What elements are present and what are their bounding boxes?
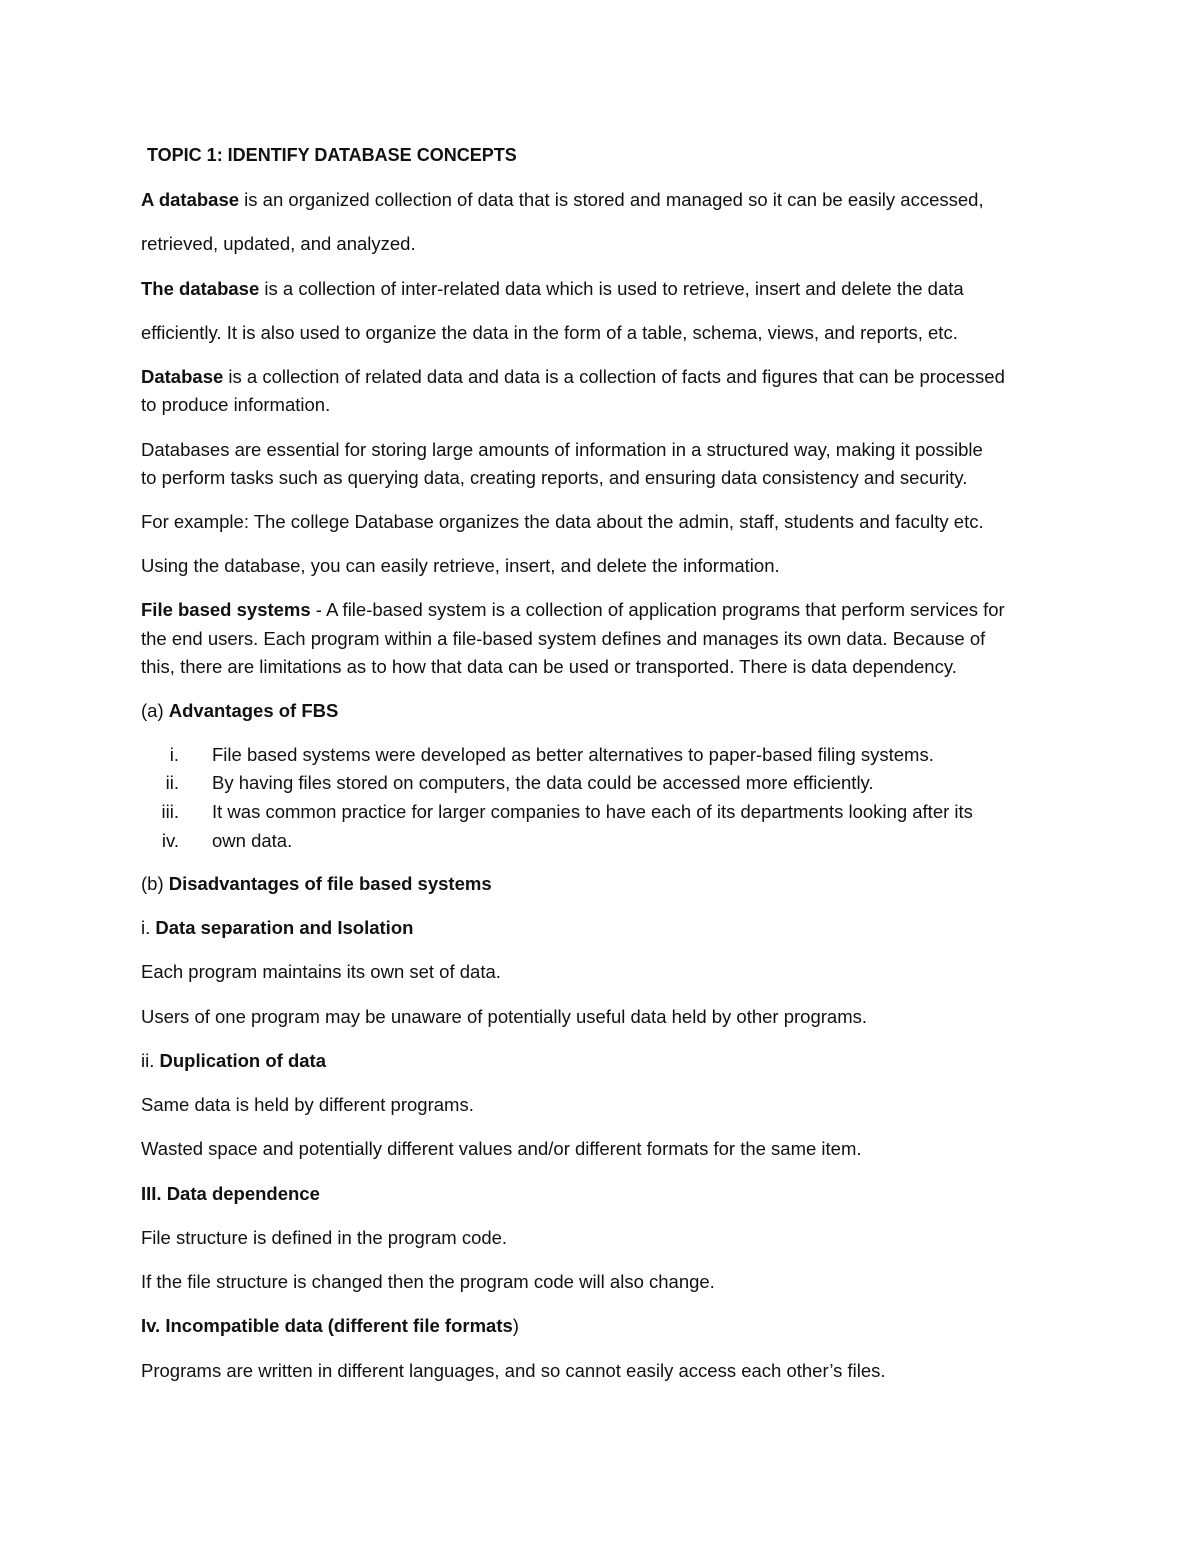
- paragraph-continuation: to perform tasks such as querying data, creating reports, and ensuring data consistency and security.: [141, 467, 968, 488]
- paragraph-continuation: this, there are limitations as to how that data can be used or transported. There is data dependency.: [141, 656, 957, 677]
- heading-text: Duplication of data: [159, 1050, 326, 1071]
- document-title: TOPIC 1: IDENTIFY DATABASE CONCEPTS: [147, 145, 517, 165]
- text: - A file-based system is a collection of application programs that perform services for: [310, 599, 1005, 620]
- heading-text: Iv. Incompatible data (different file formats: [141, 1315, 513, 1336]
- heading-prefix: i.: [141, 917, 156, 938]
- list-item-number: i.: [169, 744, 179, 765]
- subheading-incompatible-data: [141, 1315, 519, 1337]
- bold-term: A database: [141, 189, 240, 210]
- list-item-text: It was common practice for larger companies to have each of its departments looking after its: [212, 801, 973, 822]
- subheading-data-separation: [141, 917, 413, 939]
- paragraph: Users of one program may be unaware of potentially useful data held by other programs.: [141, 1006, 868, 1027]
- heading-suffix: ): [512, 1315, 519, 1336]
- paragraph-file-based-systems: [141, 599, 1005, 621]
- text: is a collection of inter-related data which is used to retrieve, insert and delete the data: [259, 278, 964, 299]
- paragraph-database-definition: [141, 189, 984, 211]
- paragraph-continuation: the end users. Each program within a file-based system defines and manages its own data. Because of: [141, 628, 986, 649]
- heading-text: Disadvantages of file based systems: [168, 873, 492, 894]
- heading-text: Advantages of FBS: [168, 700, 339, 721]
- heading-prefix: ii.: [141, 1050, 160, 1071]
- heading-advantages: [141, 700, 338, 722]
- paragraph: Programs are written in different languages, and so cannot easily access each other’s files.: [141, 1360, 886, 1381]
- paragraph: Wasted space and potentially different values and/or different formats for the same item.: [141, 1138, 862, 1159]
- paragraph-continuation: efficiently. It is also used to organize the data in the form of a table, schema, views, and reports, etc.: [141, 322, 958, 343]
- list-item-text: own data.: [212, 830, 293, 851]
- paragraph-using-database: Using the database, you can easily retrieve, insert, and delete the information.: [141, 555, 780, 576]
- paragraph-continuation: to produce information.: [141, 394, 331, 415]
- paragraph: Each program maintains its own set of data.: [141, 961, 501, 982]
- subheading-duplication: [141, 1050, 326, 1072]
- paragraph: If the file structure is changed then the program code will also change.: [141, 1271, 715, 1292]
- subheading-data-dependence: III. Data dependence: [141, 1183, 320, 1204]
- bold-term: The database: [141, 278, 260, 299]
- paragraph: Same data is held by different programs.: [141, 1094, 474, 1115]
- paragraph-databases-essential: Databases are essential for storing large amounts of information in a structured way, making it possible: [141, 439, 983, 460]
- heading-prefix: (b): [141, 873, 169, 894]
- paragraph-the-database: [141, 278, 964, 300]
- bold-term: File based systems: [141, 599, 311, 620]
- list-item-number: ii.: [165, 772, 179, 793]
- paragraph-example: For example: The college Database organizes the data about the admin, staff, students and faculty etc.: [141, 511, 984, 532]
- paragraph-continuation: retrieved, updated, and analyzed.: [141, 233, 416, 254]
- bold-term: Database: [141, 366, 224, 387]
- list-item-text: File based systems were developed as better alternatives to paper-based filing systems.: [212, 744, 934, 765]
- text: is an organized collection of data that is stored and managed so it can be easily accessed,: [239, 189, 984, 210]
- paragraph-database-collection: [141, 366, 1005, 388]
- list-item-number: iv.: [161, 830, 179, 851]
- text: is a collection of related data and data is a collection of facts and figures that can be processed: [223, 366, 1005, 387]
- list-item-text: By having files stored on computers, the data could be accessed more efficiently.: [212, 772, 874, 793]
- list-item-number: iii.: [161, 801, 179, 822]
- paragraph: File structure is defined in the program code.: [141, 1227, 508, 1248]
- heading-prefix: (a): [141, 700, 169, 721]
- heading-disadvantages: [141, 873, 492, 895]
- heading-text: Data separation and Isolation: [155, 917, 414, 938]
